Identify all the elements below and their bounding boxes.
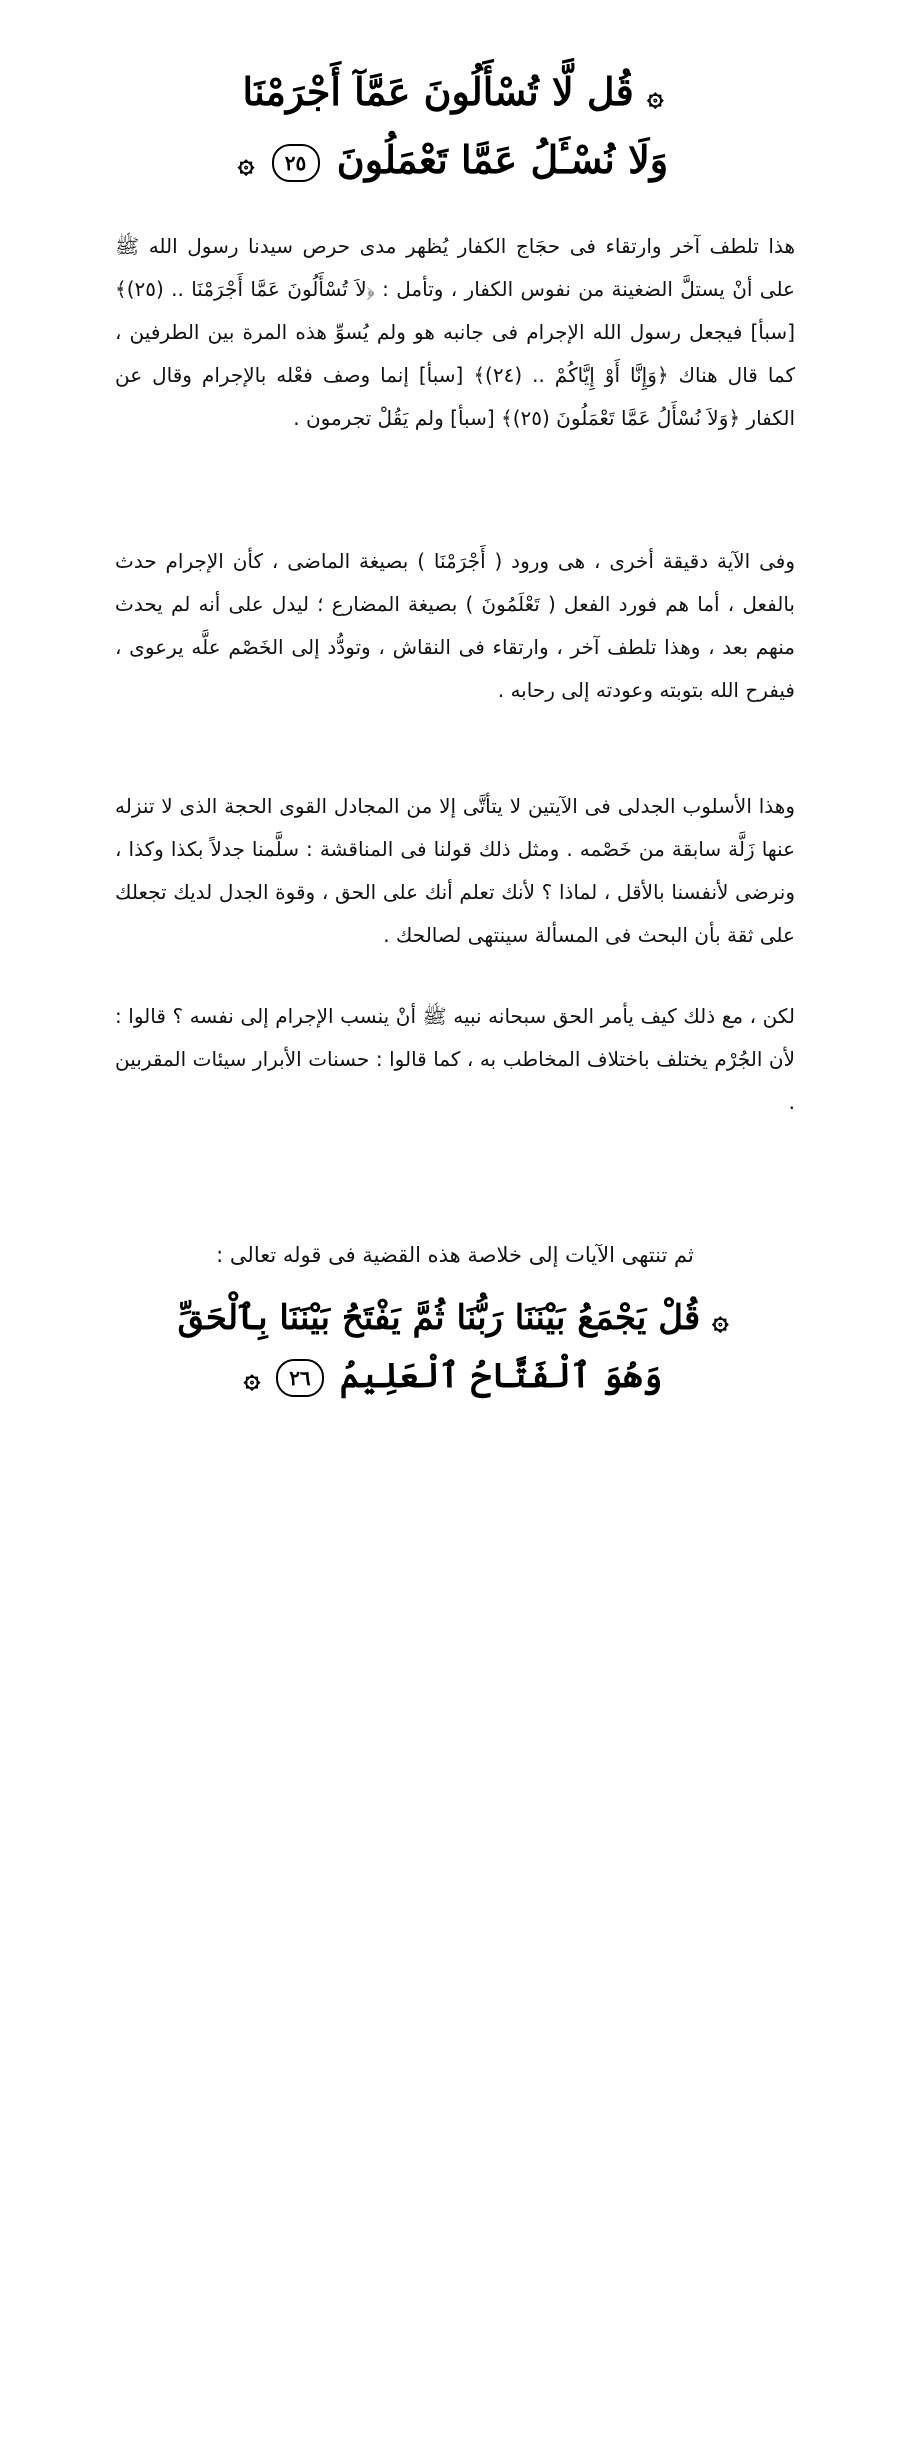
verse-ornament-icon: ۞ bbox=[712, 1303, 729, 1336]
closing-verse-line-2 bbox=[150, 1348, 756, 1406]
opening-verse-text-1: قُل لَّا تُسْأَلُونَ عَمَّآ أَجْرَمْنَا bbox=[242, 69, 634, 114]
closing-verse-line-1 bbox=[150, 1290, 756, 1348]
closing-verse bbox=[150, 1290, 756, 1406]
closing-verse-text-2: وَهُوَ ٱلْفَتَّاحُ ٱلْعَلِيمُ bbox=[339, 1356, 663, 1396]
opening-verse bbox=[150, 60, 756, 195]
ayah-number-badge: ٢٥ bbox=[272, 144, 320, 182]
verse-ornament-end-icon: ۞ bbox=[243, 1361, 261, 1394]
paragraph-1: هذا تلطف آخر وارتقاء فى حجَاج الكفار يُظهر مدى حرص سيدنا رسول الله ﷺ على أنْ يستلَّ الضغينة من نفوس الكفار ، وتأمل : ﴿لاَ تُسْأَلُونَ عَمَّا أَجْرَمْنَا .. (٢٥)﴾ [سبأ] فيجعل رسول الله الإجرام فى جانبه هو ولم يُسوِّ هذه المرة بين الطرفين ، كما قال هناك ﴿وَإِنَّا أَوْ إِيَّاكُمْ .. (٢٤)﴾ [سبأ] إنما وصف فعْله بالإجرام وقال عن الكفار ﴿وَلاَ نُسْأَلُ عَمَّا تَعْمَلُونَ (٢٥)﴾ [سبأ] ولم يَقُلْ تجرمون . bbox=[115, 234, 795, 430]
paragraph-2: وفى الآية دقيقة أخرى ، هى ورود ( أَجْرَمْنَا ) بصيغة الماضى ، كأن الإجرام حدث بالفعل ، أما هم فورد الفعل ( تَعْلَمُونَ ) بصيغة المضارع ؛ ليدل على أنه لم يحدث منهم بعد ، وهذا تلطف آخر ، وارتقاء فى النقاش ، وتودُّد إلى الخَصْم علَّه يرعوى ، فيفرح الله بتوبته وعودته إلى رحابه . bbox=[115, 549, 795, 702]
ayah-number-badge: ٢٦ bbox=[276, 1359, 324, 1397]
opening-verse-line-1 bbox=[150, 60, 756, 128]
opening-verse-text-2: وَلَا نُسْـَٔلُ عَمَّا تَعْمَلُونَ bbox=[336, 136, 669, 182]
verse-ornament-end-icon: ۞ bbox=[237, 146, 255, 179]
paragraph-4: لكن ، مع ذلك كيف يأمر الحق سبحانه نبيه ﷺ أنْ ينسب الإجرام إلى نفسه ؟ قالوا : لأن الجُرْم يختلف باختلاف المخاطب به ، كما قالوا : حسنات الأبرار سيئات المقربين . bbox=[115, 1004, 795, 1114]
verse-ornament-icon: ۞ bbox=[647, 78, 664, 112]
closing-verse-text-1: قُلْ يَجْمَعُ بَيْنَنَا رَبُّنَا ثُمَّ يَفْتَحُ بَيْنَنَا بِٱلْحَقِّ bbox=[177, 1298, 701, 1338]
closing-lead-in: ثم تنتهى الآيات إلى خلاصة هذه القضية فى قوله تعالى : bbox=[216, 1243, 694, 1267]
opening-verse-line-2 bbox=[150, 128, 756, 196]
paragraph-3: وهذا الأسلوب الجدلى فى الآيتين لا يتأتَّى إلا من المجادل القوى الحجة الذى لا تنزله عنها زَلَّة سابقة من خَصْمه . ومثل ذلك قولنا فى المناقشة : سلَّمنا جدلاً بكذا وكذا ، ونرضى لأنفسنا بالأقل ، لماذا ؟ لأنك تعلم أنك على الحق ، وقوة الجدل لديك تجعلك على ثقة بأن البحث فى المسألة سينتهى لصالحك . bbox=[115, 794, 795, 947]
